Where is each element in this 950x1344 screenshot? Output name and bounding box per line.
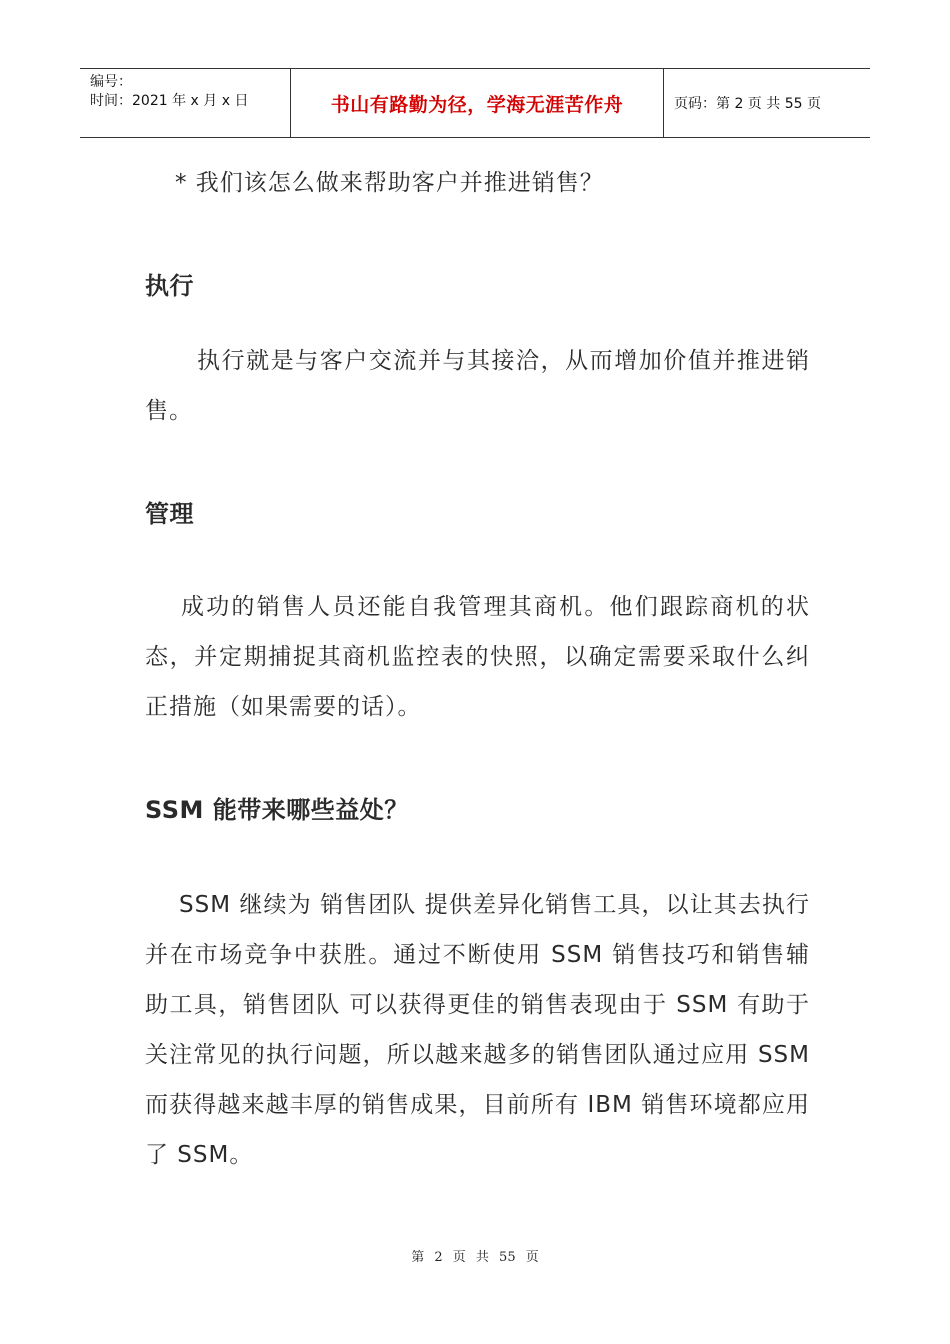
motto-text: 书山有路勤为径，学海无涯苦作舟 [330,93,624,116]
header-motto-cell [291,69,664,137]
page-footer: 第 2 页 共 55 页 [411,1250,539,1265]
benefits-heading: SSM 能带来哪些益处？ [145,796,409,824]
header-page-cell [664,69,870,137]
page-label: 页码：第 2 页 共 55 页 [674,96,821,112]
execute-paragraph: 执行就是与客户交流并与其接洽，从而增加价值并推进销售。 [145,348,810,424]
benefits-paragraph: SSM 继续为 销售团队 提供差异化销售工具，以让其去执行并在市场竞争中获胜。通过不断使用 SSM 销售技巧和销售辅助工具，销售团队 可以获得更佳的销售表现由于 SSM 有助于关注常见的执行问题，所以越来越多的销售团队通过应用 SSM 而获得越来越丰厚的销售成果，目前所有 IBM 销售环境都应用了 SSM。 [145,892,810,1168]
header-meta-cell [80,69,291,137]
manage-heading: 管理 [145,500,194,528]
question-line: * 我们该怎么做来帮助客户并推进销售？ [175,170,604,196]
execute-heading: 执行 [145,272,194,300]
time-label: 时间：2021 年 x 月 x 日 [90,93,249,109]
page-header [80,68,870,138]
number-label: 编号： [90,74,132,90]
manage-paragraph: 成功的销售人员还能自我管理其商机。他们跟踪商机的状态，并定期捕捉其商机监控表的快照，以确定需要采取什么纠正措施（如果需要的话）。 [145,594,810,720]
